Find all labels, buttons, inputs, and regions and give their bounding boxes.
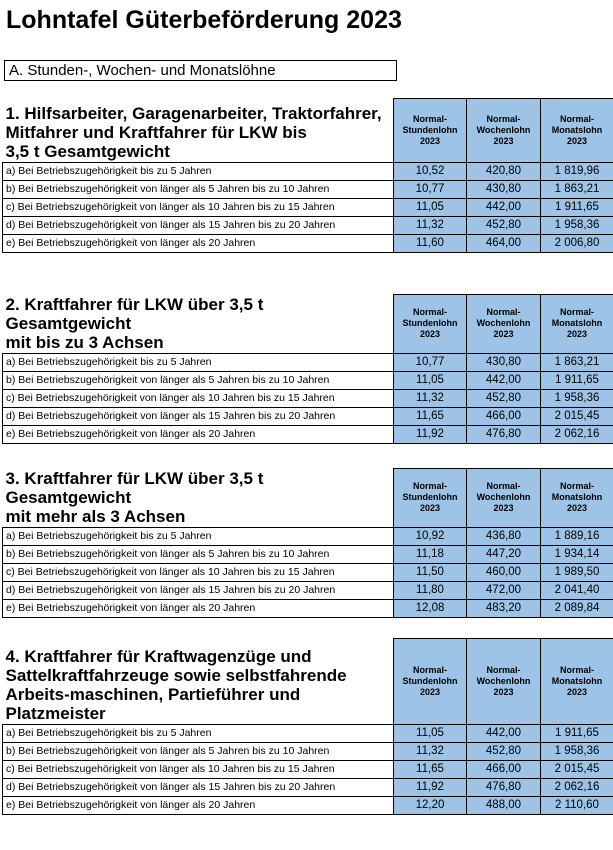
monthly-wage: 2 015,45 bbox=[541, 761, 613, 779]
hourly-wage: 11,92 bbox=[394, 779, 467, 797]
monthly-wage: 1 958,36 bbox=[541, 743, 613, 761]
weekly-wage: 442,00 bbox=[467, 725, 541, 743]
weekly-wage: 430,80 bbox=[467, 181, 541, 199]
monthly-wage: 2 062,16 bbox=[541, 779, 613, 797]
monthly-wage: 2 062,16 bbox=[541, 425, 613, 443]
table-row bbox=[3, 545, 613, 563]
column-header-line: 2023 bbox=[419, 329, 441, 340]
heading-line: Sattelkraftfahrzeuge sowie selbstfahrende bbox=[5, 666, 347, 685]
hourly-wage: 11,05 bbox=[394, 725, 467, 743]
column-header-line: Stundenlohn bbox=[402, 492, 458, 503]
wage-table bbox=[2, 468, 613, 618]
column-header-line: Monatslohn bbox=[551, 492, 603, 503]
column-header-line: Normal- bbox=[559, 114, 594, 124]
monthly-wage: 2 110,60 bbox=[541, 797, 613, 815]
column-header-line: Normal- bbox=[412, 307, 447, 318]
column-header-line: 2023 bbox=[419, 687, 441, 697]
wage-table bbox=[2, 98, 613, 253]
column-header-line: Normal- bbox=[412, 114, 447, 124]
section-heading bbox=[3, 639, 394, 725]
column-header-line: Stundenlohn bbox=[402, 125, 458, 135]
column-header-monthly bbox=[541, 99, 613, 163]
monthly-wage: 2 015,45 bbox=[541, 407, 613, 425]
page-title: Lohntafel Güterbeförderung 2023 bbox=[6, 6, 402, 34]
column-header-line: 2023 bbox=[566, 687, 588, 697]
hourly-wage: 11,60 bbox=[394, 235, 467, 253]
weekly-wage: 472,00 bbox=[467, 581, 541, 599]
table-row bbox=[3, 743, 613, 761]
column-header-line: Normal- bbox=[412, 665, 447, 675]
monthly-wage: 1 889,16 bbox=[541, 527, 613, 545]
weekly-wage: 436,80 bbox=[467, 527, 541, 545]
monthly-wage: 2 041,40 bbox=[541, 581, 613, 599]
column-header-line: Normal- bbox=[486, 114, 521, 124]
column-header-weekly bbox=[467, 469, 541, 528]
column-header-hourly bbox=[394, 99, 467, 163]
row-label: d) Bei Betriebszugehörigkeit von länger als 15 Jahren bis zu 20 Jahren bbox=[3, 581, 394, 599]
table-row bbox=[3, 163, 613, 181]
table-row bbox=[3, 353, 613, 371]
hourly-wage: 11,32 bbox=[394, 389, 467, 407]
row-label: a) Bei Betriebszugehörigkeit bis zu 5 Jahren bbox=[3, 353, 394, 371]
table-row bbox=[3, 761, 613, 779]
table-row bbox=[3, 407, 613, 425]
weekly-wage: 452,80 bbox=[467, 743, 541, 761]
hourly-wage: 11,65 bbox=[394, 761, 467, 779]
row-label: b) Bei Betriebszugehörigkeit von länger als 5 Jahren bis zu 10 Jahren bbox=[3, 545, 394, 563]
table-row bbox=[3, 425, 613, 443]
heading-line: 3. Kraftfahrer für LKW über 3,5 t Gesamtgewicht bbox=[5, 468, 264, 507]
row-label: a) Bei Betriebszugehörigkeit bis zu 5 Jahren bbox=[3, 163, 394, 181]
monthly-wage: 1 819,96 bbox=[541, 163, 613, 181]
hourly-wage: 11,32 bbox=[394, 217, 467, 235]
column-header-line: Wochenlohn bbox=[476, 492, 531, 503]
hourly-wage: 11,92 bbox=[394, 425, 467, 443]
column-header-monthly bbox=[541, 469, 613, 528]
column-header-line: Wochenlohn bbox=[476, 676, 531, 686]
table-row bbox=[3, 779, 613, 797]
weekly-wage: 464,00 bbox=[467, 235, 541, 253]
table-row bbox=[3, 235, 613, 253]
section-heading bbox=[3, 295, 394, 354]
column-header-line: Normal- bbox=[486, 665, 521, 675]
heading-line: 2. Kraftfahrer für LKW über 3,5 t Gesamtgewicht bbox=[5, 294, 264, 333]
monthly-wage: 1 863,21 bbox=[541, 353, 613, 371]
column-header-line: 2023 bbox=[493, 329, 514, 340]
monthly-wage: 1 958,36 bbox=[541, 389, 613, 407]
hourly-wage: 11,05 bbox=[394, 371, 467, 389]
monthly-wage: 1 911,65 bbox=[541, 371, 613, 389]
column-header-weekly bbox=[467, 99, 541, 163]
monthly-wage: 1 989,50 bbox=[541, 563, 613, 581]
row-label: a) Bei Betriebszugehörigkeit bis zu 5 Jahren bbox=[3, 527, 394, 545]
heading-line: Arbeits-maschinen, Partieführer und Platzmeister bbox=[5, 685, 301, 723]
hourly-wage: 11,18 bbox=[394, 545, 467, 563]
hourly-wage: 12,20 bbox=[394, 797, 467, 815]
column-header-line: 2023 bbox=[419, 136, 441, 146]
column-header-hourly bbox=[394, 469, 467, 528]
hourly-wage: 11,05 bbox=[394, 199, 467, 217]
wage-section-2 bbox=[2, 294, 613, 444]
section-heading bbox=[3, 99, 394, 163]
hourly-wage: 10,77 bbox=[394, 353, 467, 371]
wage-section-4 bbox=[2, 638, 613, 815]
hourly-wage: 11,50 bbox=[394, 563, 467, 581]
weekly-wage: 476,80 bbox=[467, 425, 541, 443]
column-header-line: Monatslohn bbox=[551, 125, 603, 135]
table-row bbox=[3, 181, 613, 199]
row-label: b) Bei Betriebszugehörigkeit von länger als 5 Jahren bis zu 10 Jahren bbox=[3, 181, 394, 199]
column-header-line: Stundenlohn bbox=[402, 318, 458, 329]
column-header-line: Normal- bbox=[412, 481, 447, 492]
weekly-wage: 420,80 bbox=[467, 163, 541, 181]
section-subtitle: A. Stunden-, Wochen- und Monatslöhne bbox=[4, 60, 397, 81]
weekly-wage: 430,80 bbox=[467, 353, 541, 371]
hourly-wage: 10,52 bbox=[394, 163, 467, 181]
weekly-wage: 466,00 bbox=[467, 407, 541, 425]
row-label: a) Bei Betriebszugehörigkeit bis zu 5 Jahren bbox=[3, 725, 394, 743]
column-header-line: Monatslohn bbox=[551, 318, 603, 329]
hourly-wage: 10,77 bbox=[394, 181, 467, 199]
weekly-wage: 442,00 bbox=[467, 371, 541, 389]
hourly-wage: 11,32 bbox=[394, 743, 467, 761]
heading-line: 1. Hilfsarbeiter, Garagenarbeiter, Traktorfahrer, bbox=[5, 104, 382, 123]
column-header-line: Normal- bbox=[559, 307, 594, 318]
weekly-wage: 476,80 bbox=[467, 779, 541, 797]
monthly-wage: 1 958,36 bbox=[541, 217, 613, 235]
weekly-wage: 447,20 bbox=[467, 545, 541, 563]
row-label: c) Bei Betriebszugehörigkeit von länger als 10 Jahren bis zu 15 Jahren bbox=[3, 563, 394, 581]
wage-section-1 bbox=[2, 98, 613, 253]
heading-line: 3,5 t Gesamtgewicht bbox=[5, 142, 170, 161]
monthly-wage: 2 006,80 bbox=[541, 235, 613, 253]
table-row bbox=[3, 199, 613, 217]
heading-line: mit mehr als 3 Achsen bbox=[5, 506, 186, 526]
wage-table bbox=[2, 638, 613, 815]
column-header-hourly bbox=[394, 295, 467, 354]
table-row bbox=[3, 581, 613, 599]
heading-line: Mitfahrer und Kraftfahrer für LKW bis bbox=[5, 123, 307, 142]
table-row bbox=[3, 527, 613, 545]
weekly-wage: 483,20 bbox=[467, 599, 541, 617]
section-heading bbox=[3, 469, 394, 528]
column-header-line: Stundenlohn bbox=[402, 676, 458, 686]
row-label: e) Bei Betriebszugehörigkeit von länger als 20 Jahren bbox=[3, 425, 394, 443]
row-label: b) Bei Betriebszugehörigkeit von länger als 5 Jahren bis zu 10 Jahren bbox=[3, 371, 394, 389]
column-header-weekly bbox=[467, 295, 541, 354]
hourly-wage: 10,92 bbox=[394, 527, 467, 545]
row-label: d) Bei Betriebszugehörigkeit von länger als 15 Jahren bis zu 20 Jahren bbox=[3, 779, 394, 797]
column-header-monthly bbox=[541, 295, 613, 354]
column-header-line: Normal- bbox=[486, 481, 521, 492]
weekly-wage: 488,00 bbox=[467, 797, 541, 815]
column-header-line: Normal- bbox=[559, 481, 594, 492]
hourly-wage: 12,08 bbox=[394, 599, 467, 617]
row-label: b) Bei Betriebszugehörigkeit von länger als 5 Jahren bis zu 10 Jahren bbox=[3, 743, 394, 761]
row-label: e) Bei Betriebszugehörigkeit von länger als 20 Jahren bbox=[3, 599, 394, 617]
column-header-line: Wochenlohn bbox=[476, 318, 531, 329]
row-label: e) Bei Betriebszugehörigkeit von länger als 20 Jahren bbox=[3, 797, 394, 815]
column-header-monthly bbox=[541, 639, 613, 725]
column-header-line: 2023 bbox=[493, 136, 514, 146]
monthly-wage: 1 934,14 bbox=[541, 545, 613, 563]
monthly-wage: 1 911,65 bbox=[541, 199, 613, 217]
wage-section-3 bbox=[2, 468, 613, 618]
column-header-line: 2023 bbox=[566, 136, 588, 146]
monthly-wage: 2 089,84 bbox=[541, 599, 613, 617]
weekly-wage: 452,80 bbox=[467, 217, 541, 235]
table-row bbox=[3, 599, 613, 617]
table-row bbox=[3, 797, 613, 815]
table-row bbox=[3, 217, 613, 235]
column-header-line: 2023 bbox=[419, 503, 441, 514]
row-label: e) Bei Betriebszugehörigkeit von länger als 20 Jahren bbox=[3, 235, 394, 253]
heading-line: mit bis zu 3 Achsen bbox=[5, 332, 164, 352]
weekly-wage: 460,00 bbox=[467, 563, 541, 581]
column-header-line: Wochenlohn bbox=[476, 125, 531, 135]
table-row bbox=[3, 371, 613, 389]
hourly-wage: 11,65 bbox=[394, 407, 467, 425]
column-header-line: 2023 bbox=[566, 503, 588, 514]
monthly-wage: 1 863,21 bbox=[541, 181, 613, 199]
hourly-wage: 11,80 bbox=[394, 581, 467, 599]
weekly-wage: 466,00 bbox=[467, 761, 541, 779]
monthly-wage: 1 911,65 bbox=[541, 725, 613, 743]
row-label: c) Bei Betriebszugehörigkeit von länger als 10 Jahren bis zu 15 Jahren bbox=[3, 761, 394, 779]
column-header-line: 2023 bbox=[493, 503, 514, 514]
row-label: d) Bei Betriebszugehörigkeit von länger als 15 Jahren bis zu 20 Jahren bbox=[3, 407, 394, 425]
heading-line: 4. Kraftfahrer für Kraftwagenzüge und bbox=[5, 647, 312, 666]
row-label: c) Bei Betriebszugehörigkeit von länger als 10 Jahren bis zu 15 Jahren bbox=[3, 389, 394, 407]
table-row bbox=[3, 563, 613, 581]
column-header-weekly bbox=[467, 639, 541, 725]
table-row bbox=[3, 725, 613, 743]
weekly-wage: 442,00 bbox=[467, 199, 541, 217]
wage-table bbox=[2, 294, 613, 444]
column-header-line: 2023 bbox=[493, 687, 514, 697]
column-header-line: Monatslohn bbox=[551, 676, 603, 686]
column-header-line: Normal- bbox=[559, 665, 594, 675]
row-label: c) Bei Betriebszugehörigkeit von länger als 10 Jahren bis zu 15 Jahren bbox=[3, 199, 394, 217]
weekly-wage: 452,80 bbox=[467, 389, 541, 407]
column-header-line: 2023 bbox=[566, 329, 588, 340]
row-label: d) Bei Betriebszugehörigkeit von länger als 15 Jahren bis zu 20 Jahren bbox=[3, 217, 394, 235]
column-header-hourly bbox=[394, 639, 467, 725]
table-row bbox=[3, 389, 613, 407]
column-header-line: Normal- bbox=[486, 307, 521, 318]
